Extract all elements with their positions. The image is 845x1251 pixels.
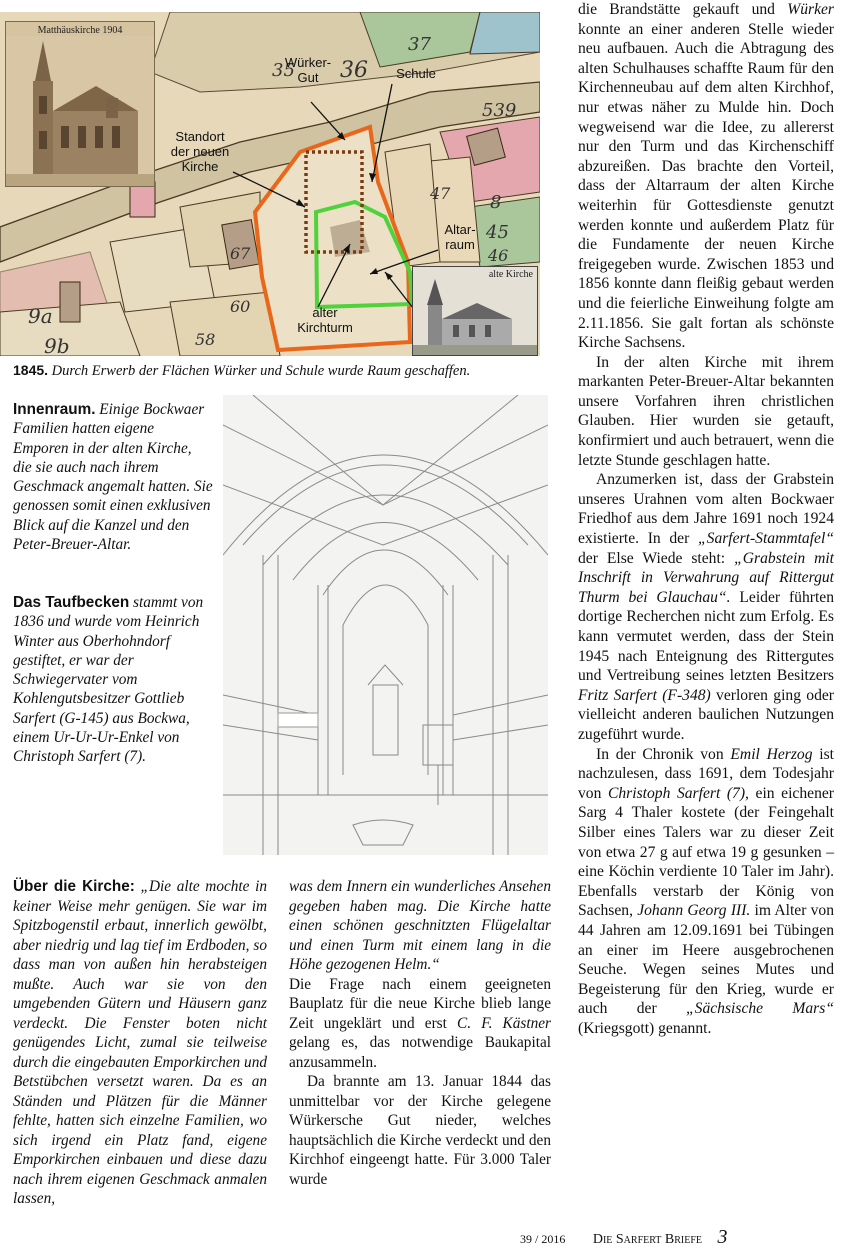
parcel-number: 58 [195,330,216,349]
parcel-number: 36 [340,58,368,83]
text-span: Emil Herzog [730,745,813,763]
right-paragraph-2: In der alten Kirche mit ihrem markanten Peter-Breuer-Altar bekannten unsere Vorfahren ihren christlichen Glauben. Hier wurden sie getauft, konfirmiert und auch betrauert, wenn die letzte Stunde geschlagen hatte. [578,353,834,469]
parcel-number: 9b [44,334,70,356]
page-number: 3 [717,1226,728,1248]
innenraum-body: Einige Bockwaer Familien hatten eigene Emporen in der alten Kirche, die sie auch nach ihrem Geschmack angemalt hatten. Sie genossen somit einen exklusiven Blick auf die Kanzel und den Peter-Breuer-Altar. [13,401,213,554]
parcel-number: 37 [408,34,431,55]
right-paragraph-3 [578,470,834,744]
text-span: (Kriegsgott) genannt. [578,1019,712,1037]
photo-matthaeuskirche [5,21,155,187]
taufbecken-body: stammt von 1836 und wurde vom Heinrich Winter aus Oberhohndorf gestiftet, er war der Schwiegervater vom Kohlengutsbesitzer Gottlieb Sarfert (G-145) aus Bockwa, einem Ur-Ur-Ur-Enkel von Christoph Sarfert (7). [13,594,204,766]
quote-end: was dem Innern ein wunderliches Ansehen gegeben haben mag. Die Kirche hatte einen schönen geschnitzten Flügelaltar und einen Turm mit einem lang in die Höhe gezogenen Helm.“ [289,878,551,973]
text-span: Fritz Sarfert (F-348) [578,686,711,704]
parcel-number: 47 [430,184,451,203]
photo-caption: alte Kirche [488,269,533,280]
label-standort: Standort der neuen Kirche [170,129,230,174]
historic-map [0,12,540,356]
text-span: Die Frage nach einem geeigneten Bauplatz für die neue Kirche blieb lange Zeit ungeklärt und erst [289,975,551,1032]
caption-year: 1845. [13,362,49,378]
parcel-number: 46 [488,246,509,265]
church-illustration [6,36,154,186]
kirche-heading: Über die Kirche: [13,878,135,895]
right-paragraph-4 [578,745,834,1039]
taufbecken-text [13,593,218,767]
text-span: Christoph Sarfert (7), [607,784,749,802]
label-schule: Schule [396,66,436,81]
text-span: verloren ging oder vielleicht anderen baulichen Nutzungen zugeführt wurde. [578,686,835,743]
text-span: Anzumerken ist, dass der Grabstein unseres Urahnen vom alten Bockwaer Friedhof aus dem Jahre 1691 noch 1924 existierte. In der [578,471,834,548]
issue-number: 39 / 2016 [520,1232,566,1246]
middle-paragraph-2: Da brannte am 13. Januar 1844 das unmittelbar vor der Kirche gelegene Würkersche Gut nieder, welches hauptsächlich die Kirche verdeckt und den Kirchhof eingeengt hatte. Für 3.000 Taler wurde [289,1073,551,1188]
text-span: Johann Georg III. [637,902,751,920]
kirche-text [13,877,267,1209]
kirche-quote: „Die alte mochte in keiner Weise mehr genügen. Sie war im Spitzbogenstil erbaut, innerlich gewölbt, aber niedrig und lag tief im Erdboden, so dass man von außen hin herabsteigen mußte. Auch war sie von den umgebenden Gütern und Häusern ganz verdeckt. Die Fenster boten nicht genügendes Licht, zumal sie teilweise durch die eingebauten Emporkirchen und Betstübchen versetzt waren. Da es an Ständen und Plätzen für die Männer fehlte, hatten sich einzelne Familien, wo sich irgend ein Platz fand, eigene Emporkirchen einbauen und diese dazu nach ihrem eigenen Geschmack anmalen lassen, [13,878,268,1207]
parcel-number: 45 [486,222,509,243]
map-caption [13,362,543,380]
footer [520,1226,835,1249]
church-interior-drawing [223,395,548,855]
innenraum-text [13,400,213,554]
text-span: In der Chronik von [596,745,731,763]
parcel-number: 60 [230,297,251,316]
text-span: ein eichener Sarg 4 Thaler kostete (der Feingehalt Silber eines Talers war zu dieser Zeit von etwa 27 g auf etwa 19 g gesunken – eine Köchin verdiente 10 Taler im Jahr). Ebenfalls verstarb der König von Sachsen, [578,784,834,920]
text-span: der Else Wiede steht: [578,549,735,567]
text-span: „Grabstein mit Inschrift in Verwahrung auf Rittergut Thurm bei Glauchau“. [578,549,835,606]
magazine-title: Die Sarfert Briefe [592,1232,703,1247]
text-span: Leider führten dortige Recherchen nicht zum Erfolg. Es kann vermutet werden, dass der Stein 1945 nach Enteignung des Rittergutes und Vertreibung seines letzten Besitzers [578,588,834,685]
text-span: im Alter von 44 Jahren am 12.09.1691 bei Tübingen an einer im Heere ausgebrochenen Seuche. Wegen seines Mutes und Begeisterung für den Krieg, wurde er auch der [578,902,834,1018]
text-span: Würker [787,1,834,18]
old-church-illustration [413,267,537,355]
label-altarraum: Altar- raum [444,222,476,252]
text-span: gelang es, das notwendige Baukapital anzusammeln. [289,1034,551,1071]
person-kaestner: C. F. Kästner [457,1014,551,1032]
right-column [578,0,834,1038]
caption-text: Durch Erwerb der Flächen Würker und Schule wurde Raum geschaffen. [48,363,471,379]
text-span: „Sarfert-Stammtafel“ [697,530,834,548]
parcel-number: 67 [230,244,251,263]
right-paragraph-1 [578,0,834,353]
label-alter-kirchturm: alter Kirchturm [297,305,353,335]
photo-alte-kirche [412,266,538,356]
interior-sketch [223,395,548,855]
text-span: „Sächsische Mars“ [685,1000,834,1018]
text-span: konnte an einer anderen Stelle wieder neu aufbauen. Auch die Abtragung des alten Schulhauses schaffte Raum für den Kirchenneubau auf dem alten Kirchhof, nur etwas näher zu Mulde hin. Doch wegweisend war die Idee, zu allererst nur den Turm und das Kirchenschiff abzureißen. Das brachte den Vorteil, dass der Altarraum der alten Kirche weiterhin für Gottesdienste genutzt werden konnte und außerdem Platz für die Fundamente der neuen Kirche freigegeben wurde. Zwischen 1853 und 1856 konnte dann fleißig gebaut werden und die feierliche Einweihung folgte am 2.11.1856. Sie galt fortan als schönste Kirche Sachsens. [578,20,834,352]
parcel-number: 35 [272,60,295,81]
parcel-number: 8 [490,192,502,213]
middle-column [289,877,551,1189]
label-wuerker-gut: Würker- Gut [284,55,332,85]
parcel-number: 539 [482,100,517,121]
photo-caption: Matthäuskirche 1904 [37,25,123,36]
middle-paragraph-1 [289,975,551,1073]
taufbecken-heading: Das Taufbecken [13,594,130,611]
innenraum-heading: Innenraum. [13,401,96,418]
parcel-number: 9a [28,304,53,328]
text-span: die Brandstätte gekauft und [578,1,788,18]
text-span: ist nachzulesen, dass 1691, dem Todesjahr von [578,745,835,802]
